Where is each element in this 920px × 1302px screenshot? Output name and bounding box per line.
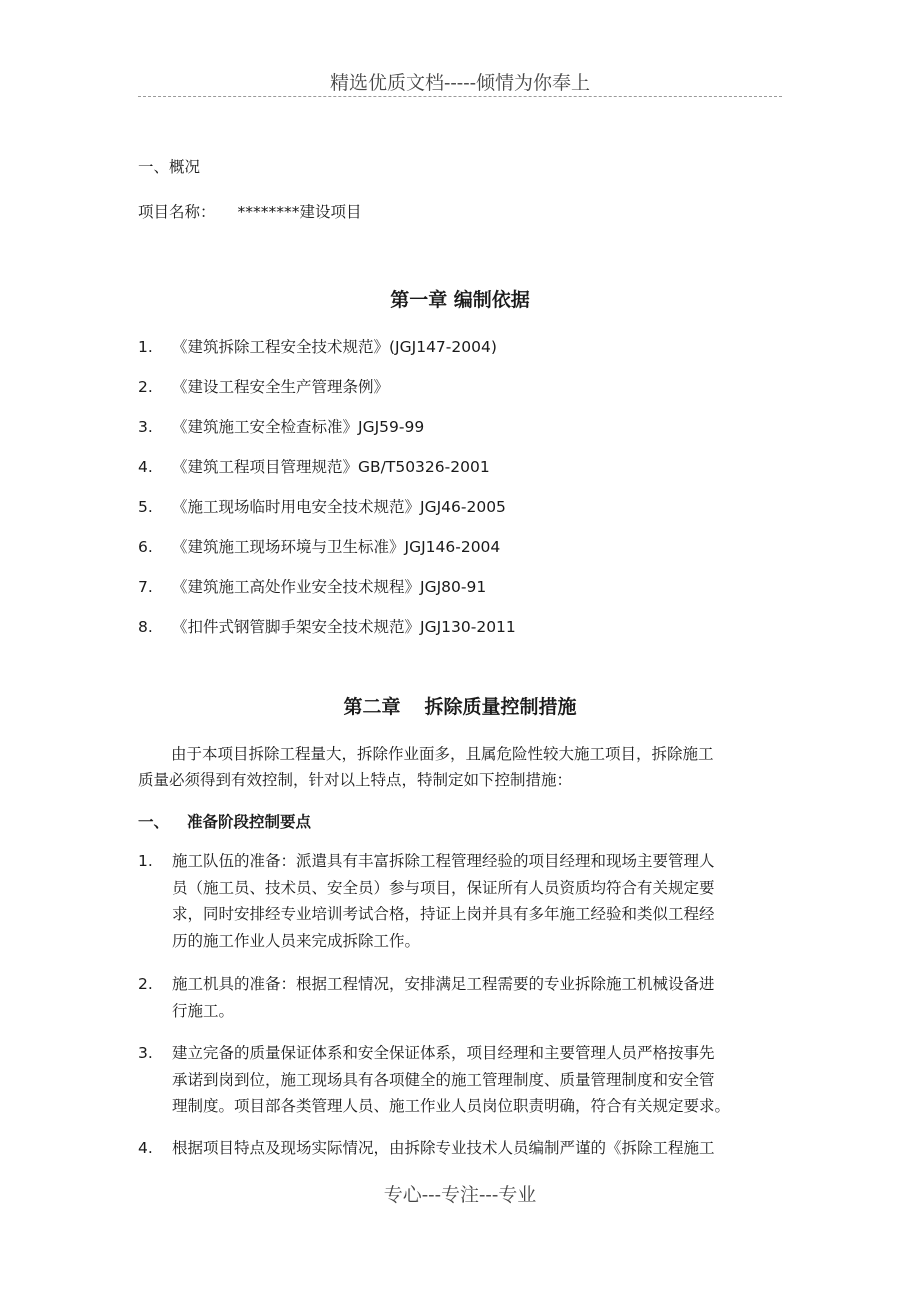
- project-name-value: ********建设项目: [237, 203, 362, 221]
- reference-text: 《建设工程安全生产管理条例》: [172, 378, 390, 396]
- reference-number: 1.: [138, 338, 153, 356]
- chapter2-number: 第二章: [343, 696, 401, 718]
- measure-line: 历的施工作业人员来完成拆除工作。: [172, 931, 421, 950]
- measure-number: 4.: [138, 1139, 153, 1157]
- measure-number: 2.: [138, 975, 153, 993]
- reference-number: 2.: [138, 378, 153, 396]
- measure-item: [138, 848, 788, 954]
- reference-number: 3.: [138, 418, 153, 436]
- measure-line: 施工机具的准备：根据工程情况，安排满足工程需要的专业拆除施工机械设备进: [172, 975, 715, 993]
- reference-number: 5.: [138, 498, 153, 516]
- reference-text: 《建筑拆除工程安全技术规范》(JGJ147-2004): [172, 338, 497, 356]
- measure-line: 施工队伍的准备：派遣具有丰富拆除工程管理经验的项目经理和现场主要管理人: [172, 852, 715, 870]
- overview-title: 一、概况: [138, 158, 201, 176]
- measure-number: 3.: [138, 1044, 153, 1062]
- reference-number: 6.: [138, 538, 153, 556]
- measure-line: 员（施工员、技术员、安全员）参与项目，保证所有人员资质均符合有关规定要: [172, 878, 715, 897]
- project-name-line: [138, 200, 362, 222]
- reference-number: 4.: [138, 458, 153, 476]
- reference-item: [138, 615, 516, 637]
- chapter2-title: [0, 692, 920, 719]
- reference-text: 《施工现场临时用电安全技术规范》JGJ46-2005: [172, 498, 506, 516]
- chapter1-title: 第一章 编制依据: [390, 289, 530, 311]
- reference-item: [138, 575, 486, 597]
- reference-item: [138, 375, 389, 397]
- measure-line: 根据项目特点及现场实际情况，由拆除专业技术人员编制严谨的《拆除工程施工: [172, 1139, 715, 1157]
- measure-line: 行施工。: [172, 1001, 235, 1020]
- page-header: 精选优质文档-----倾情为你奉上: [329, 72, 591, 94]
- intro-line: 质量必须得到有效控制，针对以上特点，特制定如下控制措施：: [138, 771, 573, 789]
- reference-number: 7.: [138, 578, 153, 596]
- reference-item: [138, 335, 497, 357]
- measure-line: 理制度。项目部各类管理人员、施工作业人员岗位职责明确，符合有关规定要求。: [172, 1097, 731, 1115]
- measure-item: [138, 1135, 788, 1162]
- reference-number: 8.: [138, 618, 153, 636]
- reference-text: 《建筑工程项目管理规范》GB/T50326-2001: [172, 458, 490, 476]
- chapter2-name: 拆除质量控制措施: [424, 696, 577, 718]
- project-name-label: 项目名称：: [138, 203, 216, 221]
- subheading: [138, 810, 311, 832]
- measure-item: [138, 971, 788, 1024]
- measure-item: [138, 1040, 788, 1120]
- intro-line: 由于本项目拆除工程量大，拆除作业面多，且属危险性较大施工项目，拆除施工: [171, 745, 714, 763]
- subheading-text: 准备阶段控制要点: [187, 813, 312, 831]
- page-footer: 专心---专注---专业: [383, 1184, 537, 1206]
- subheading-number: 一、: [138, 813, 170, 831]
- measure-line: 求，同时安排经专业培训考试合格，持证上岗并具有多年施工经验和类似工程经: [172, 905, 715, 923]
- reference-item: [138, 535, 500, 557]
- reference-item: [138, 495, 506, 517]
- reference-item: [138, 455, 490, 477]
- chapter2-intro: [138, 741, 782, 793]
- reference-text: 《建筑施工安全检查标准》JGJ59-99: [172, 418, 425, 436]
- header-divider: [138, 96, 782, 97]
- reference-text: 《建筑施工现场环境与卫生标准》JGJ146-2004: [172, 538, 501, 556]
- measure-number: 1.: [138, 852, 153, 870]
- measure-line: 承诺到岗到位，施工现场具有各项健全的施工管理制度、质量管理制度和安全管: [172, 1070, 715, 1089]
- measure-line: 建立完备的质量保证体系和安全保证体系，项目经理和主要管理人员严格按事先: [172, 1044, 715, 1062]
- reference-item: [138, 415, 424, 437]
- reference-text: 《建筑施工高处作业安全技术规程》JGJ80-91: [172, 578, 487, 596]
- reference-text: 《扣件式钢管脚手架安全技术规范》JGJ130-2011: [172, 618, 516, 636]
